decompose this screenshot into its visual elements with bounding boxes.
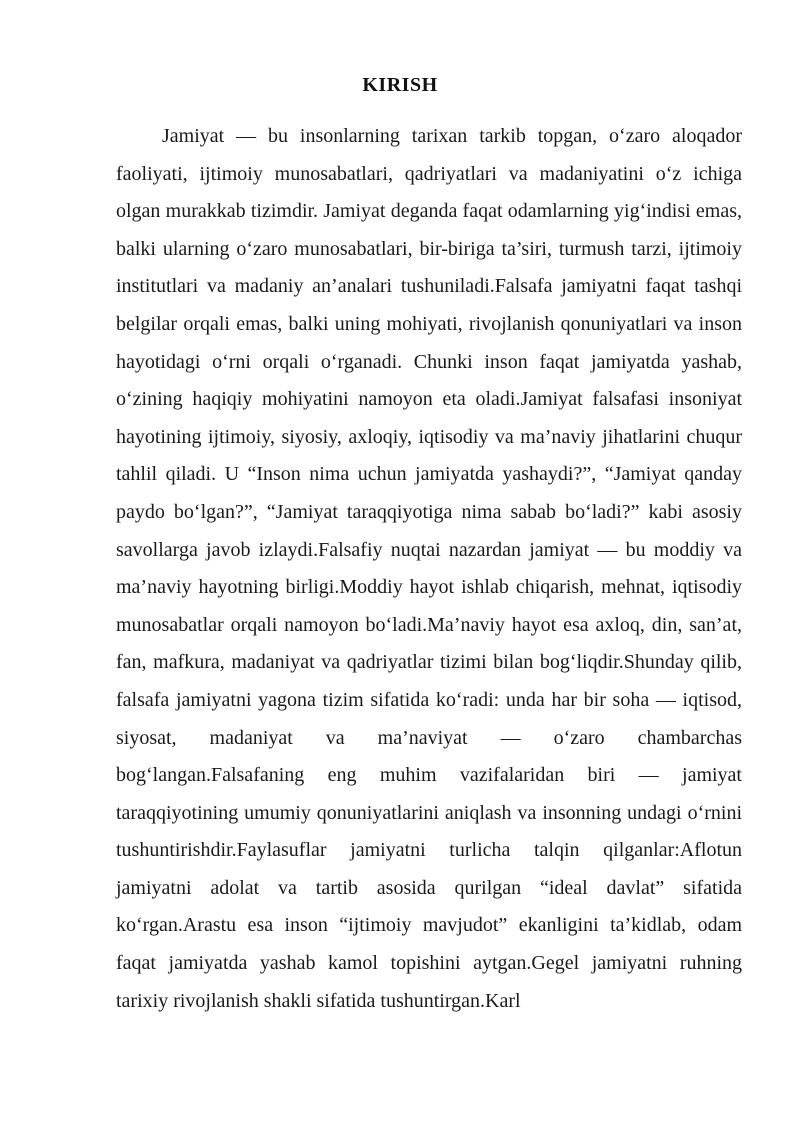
body-paragraph: Jamiyat — bu insonlarning tarixan tarkib topgan, o‘zaro aloqador faoliyati, ijtimoiy munosabatlari, qadriyatlari va madaniyatini o‘z ichiga olgan murakkab tizimdir. Jamiyat deganda faqat odamlarning yig‘indisi emas, balki ularning o‘zaro munosabatlari, bir-biriga ta’siri, turmush tarzi, ijtimoiy institutlari va madaniy an’analari tushuniladi.Falsafa jamiyatni faqat tashqi belgilar orqali emas, balki uning mohiyati, rivojlanish qonuniyatlari va inson hayotidagi o‘rni orqali o‘rganadi. Chunki inson faqat jamiyatda yashab, o‘zining haqiqiy mohiyatini namoyon eta oladi.Jamiyat falsafasi insoniyat hayotining ijtimoiy, siyosiy, axloqiy, iqtisodiy va ma’naviy jihatlarini chuqur tahlil qiladi. U “Inson nima uchun jamiyatda yashaydi?”, “Jamiyat qanday paydo bo‘lgan?”, “Jamiyat taraqqiyotiga nima sabab bo‘ladi?” kabi asosiy savollarga javob izlaydi.Falsafiy nuqtai nazardan jamiyat — bu moddiy va ma’naviy hayotning birligi.Moddiy hayot ishlab chiqarish, mehnat, iqtisodiy munosabatlar orqali namoyon bo‘ladi.Ma’naviy hayot esa axloq, din, san’at, fan, mafkura, madaniyat va qadriyatlar tizimi bilan bog‘liqdir.Shunday qilib, falsafa jamiyatni yagona tizim sifatida ko‘radi: unda har bir soha — iqtisod, siyosat, madaniyat va ma’naviyat — o‘zaro chambarchas bog‘langan.Falsafaning eng muhim vazifalaridan biri — jamiyat taraqqiyotining umumiy qonuniyatlarini aniqlash va insonning undagi o‘rnini tushuntirishdir.Faylasuflar jamiyatni turlicha talqin qilganlar:Aflotun jamiyatni adolat va tartib asosida qurilgan “ideal davlat” sifatida ko‘rgan.Arastu esa inson “ijtimoiy mavjudot” ekanligini ta’kidlab, odam faqat jamiyatda yashab kamol topishini aytgan.Gegel jamiyatni ruhning tarixiy rivojlanish shakli sifatida tushuntirgan.Karl: [116, 125, 742, 1012]
page-title: KIRISH: [362, 74, 438, 96]
